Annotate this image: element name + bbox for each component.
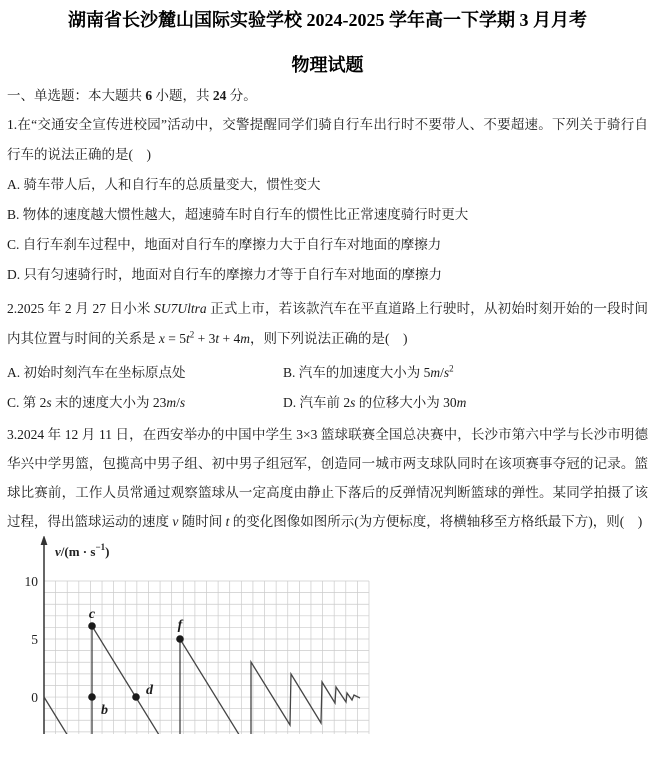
page-title: [7, 0, 648, 78]
question-2-option-c: C. 第 2s 末的速度大小为 23m/s: [7, 395, 186, 410]
velocity-curve: [44, 626, 360, 734]
question-1-option-a: A. 骑车带人后，人和自行车的总质量变大，惯性变大: [7, 177, 321, 192]
question-1-option-c: C. 自行车刹车过程中，地面对自行车的摩擦力大于自行车对地面的摩擦力: [7, 237, 442, 252]
y-axis-ticks: [25, 574, 39, 705]
point-label-b: b: [101, 703, 108, 718]
y-tick-10: 10: [24, 574, 38, 589]
question-1: [7, 110, 648, 290]
point-label-f: f: [177, 618, 183, 633]
question-3-stem: 3.2024 年 12 月 11 日，在西安举办的中国中学生 3×3 篮球联赛全国总决赛中，长沙市第六中学与长沙市明德华兴中学男篮，包揽高中男子组、初中男子组冠军，创造同一城市两支球队同时在该项赛事夺冠的记录。篮球比赛前，工作人员常通过观察篮球从一定高度由静止下落后的反弹情况判断篮球的弹性。某同学拍摄了该过程，得出篮球运动的速度 v 随时间 t 的变化图像如图所示(为方便标度，将横轴移至方格纸最下方)，则( ): [7, 427, 648, 529]
question-3: [7, 420, 648, 734]
title-line-2: 物理试题: [291, 55, 364, 75]
velocity-time-chart: [7, 536, 648, 734]
data-point-b: [88, 693, 96, 701]
title-line-1: 湖南省长沙麓山国际实验学校 2024-2025 学年高一下学期 3 月月考: [68, 10, 587, 30]
point-label-c: c: [88, 607, 96, 622]
y-tick-5: 5: [31, 632, 38, 647]
question-2-option-b: B. 汽车的加速度大小为 $5m/s^2$: [283, 363, 454, 380]
question-2-options: [7, 358, 648, 418]
y-tick-0: 0: [31, 690, 38, 705]
section-header: 一、单选题：本大题共 6 小题，共 24 分。: [7, 88, 257, 103]
question-1-option-d: D. 只有匀速骑行时，地面对自行车的摩擦力才等于自行车对地面的摩擦力: [7, 267, 442, 282]
question-2-stem: 2.2025 年 2 月 27 日小米 SU7Ultra 正式上市，若该款汽车在平直道路上行驶时，从初始时刻开始的一段时间内其位置与时间的关系是 $x = 5t^2 + 3t + 4m$，则下列说法正确的是( ): [7, 301, 649, 346]
chart-grid: [44, 581, 369, 734]
point-label-d: d: [146, 683, 153, 698]
vt-graph-svg: [7, 536, 377, 734]
question-2: [7, 294, 648, 418]
y-axis-label: $v/(m \cdot s^{-1})$: [55, 542, 110, 559]
question-1-stem: 1.在“交通安全宣传进校园”活动中，交警提醒同学们骑自行车出行时不要带人、不要超速。下列关于骑行自行车的说法正确的是( ): [7, 117, 648, 162]
question-2-option-d: D. 汽车前 2s 的位移大小为 30m: [283, 395, 467, 410]
data-point-f: [176, 635, 184, 643]
data-point-d: [132, 693, 140, 701]
question-1-option-b: B. 物体的速度越大惯性越大，超速骑车时自行车的惯性比正常速度骑行时更大: [7, 207, 469, 222]
data-point-c: [88, 622, 96, 630]
y-axis-arrow-icon: [41, 536, 48, 545]
question-2-option-a: A. 初始时刻汽车在坐标原点处: [7, 365, 186, 380]
